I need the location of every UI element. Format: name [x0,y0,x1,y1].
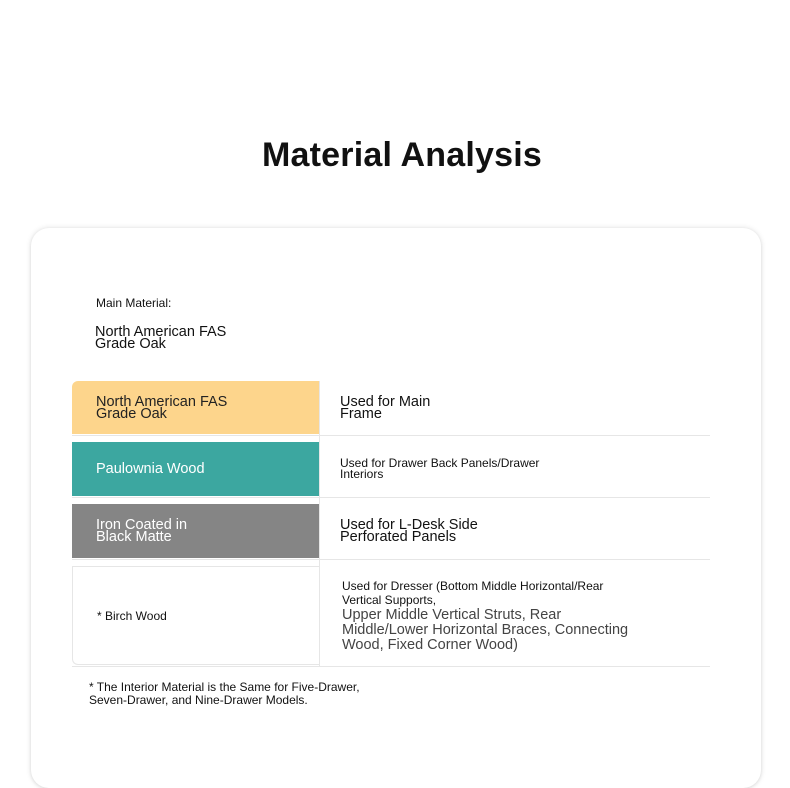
material-name-cell [72,381,319,434]
material-name-cell [72,566,319,665]
table-row [72,381,710,436]
page-title: Material Analysis [262,136,542,174]
material-usage-secondary: Upper Middle Vertical Struts, Rear Middle/Lower Horizontal Braces, Connecting Wood, Fixed Corner Wood) [342,606,629,653]
material-name: Paulownia Wood [96,461,205,477]
material-usage: Used for L-Desk Side Perforated Panels [340,517,478,545]
material-name: North American FAS Grade Oak [96,393,228,422]
column-divider [319,381,320,435]
material-usage-cell [340,381,700,434]
material-usage-cell [340,504,700,558]
materials-table [72,381,710,667]
material-name: Iron Coated in Black Matte [96,517,188,545]
material-usage-cell [340,442,700,496]
material-usage: Used for Drawer Back Panels/Drawer Interiors [340,456,540,481]
material-usage-cell [340,566,702,665]
material-card [31,228,761,788]
material-usage-primary: Used for Dresser (Bottom Middle Horizontal/Rear Vertical Supports, [342,578,604,607]
table-row [72,498,710,560]
table-row [72,436,710,498]
material-usage: Used for Main Frame [340,393,431,422]
material-name: * Birch Wood [97,608,167,623]
table-row [72,560,710,667]
material-name-cell [72,504,319,558]
main-material-label: Main Material: [96,296,172,310]
main-material-value: North American FAS Grade Oak [95,324,227,352]
column-divider [319,560,320,666]
footnote: * The Interior Material is the Same for Five-Drawer, Seven-Drawer, and Nine-Drawer Models. [89,680,360,707]
material-name-cell [72,442,319,496]
column-divider [319,498,320,559]
column-divider [319,436,320,497]
